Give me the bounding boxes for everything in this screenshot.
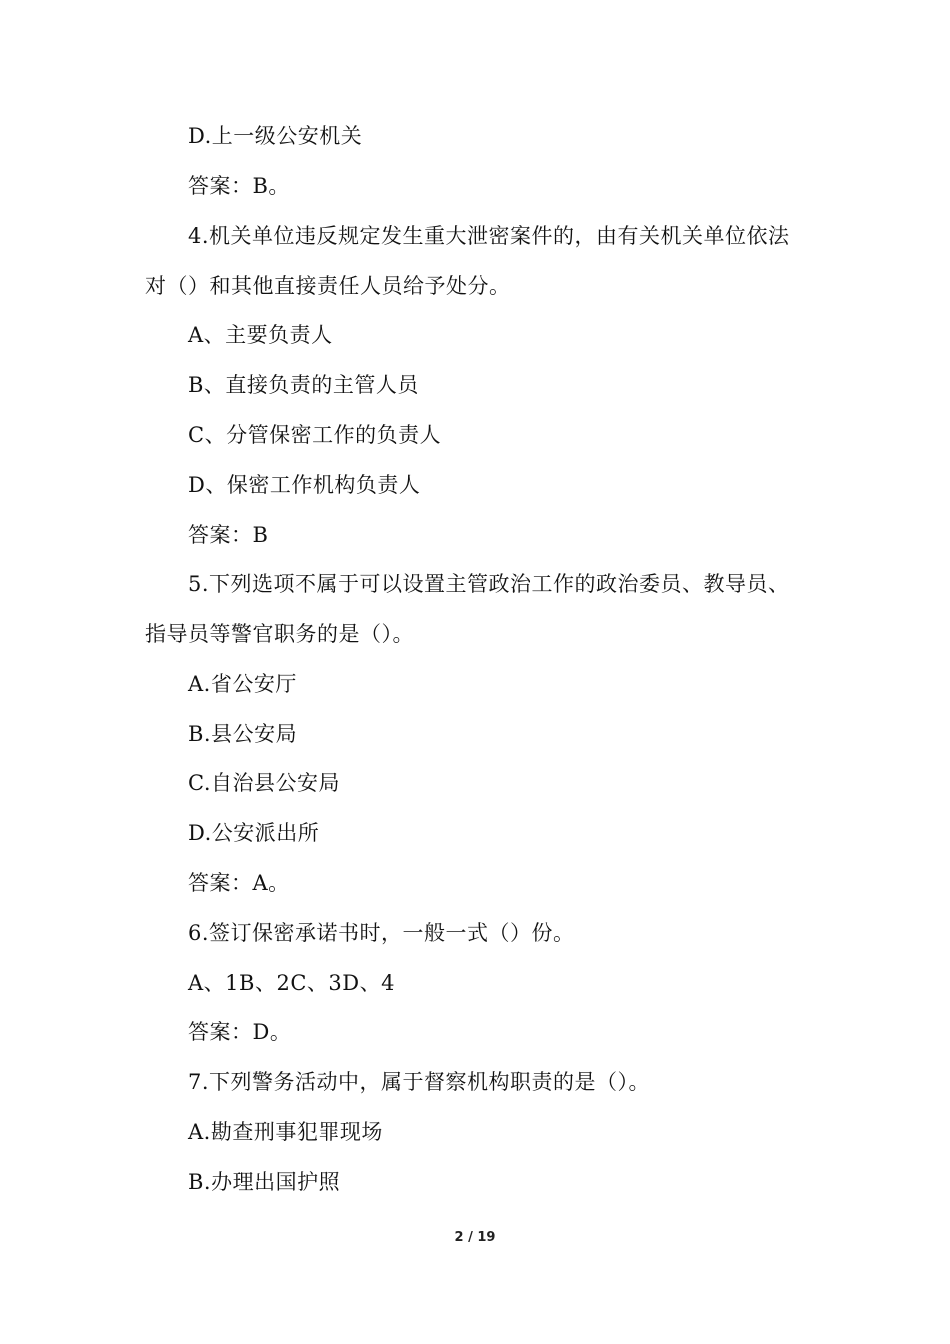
option-a-q7: A.勘查刑事犯罪现场 [188,1120,383,1144]
answer-q6: 答案：D。 [188,1020,292,1044]
question-5-line-1: 5.下列选项不属于可以设置主管政治工作的政治委员、教导员、 [188,572,790,596]
option-a-q4: A、主要负责人 [188,323,333,347]
option-a-q5: A.省公安厅 [188,672,297,696]
option-d-q3: D.上一级公安机关 [188,124,363,148]
option-b-q5: B.县公安局 [188,722,298,746]
option-c-q5: C.自治县公安局 [188,771,340,795]
page-number: 2 / 19 [454,1230,496,1245]
answer-q3: 答案：B。 [188,174,290,198]
option-d-q5: D.公安派出所 [188,821,320,845]
answer-q5: 答案：A。 [188,871,290,895]
question-4-line-1: 4.机关单位违反规定发生重大泄密案件的，由有关机关单位依法 [188,224,790,248]
option-c-q4: C、分管保密工作的负责人 [188,423,442,447]
question-7: 7.下列警务活动中，属于督察机构职责的是（）。 [188,1070,651,1094]
question-6: 6.签订保密承诺书时，一般一式（）份。 [188,921,575,945]
answer-q4: 答案：B [188,523,269,547]
question-5-line-2: 指导员等警官职务的是（）。 [145,622,414,646]
option-b-q7: B.办理出国护照 [188,1170,341,1194]
option-b-q4: B、直接负责的主管人员 [188,373,419,397]
options-q6: A、1B、2C、3D、4 [188,971,395,995]
option-d-q4: D、保密工作机构负责人 [188,473,421,497]
question-4-line-2: 对（）和其他直接责任人员给予处分。 [145,274,511,298]
